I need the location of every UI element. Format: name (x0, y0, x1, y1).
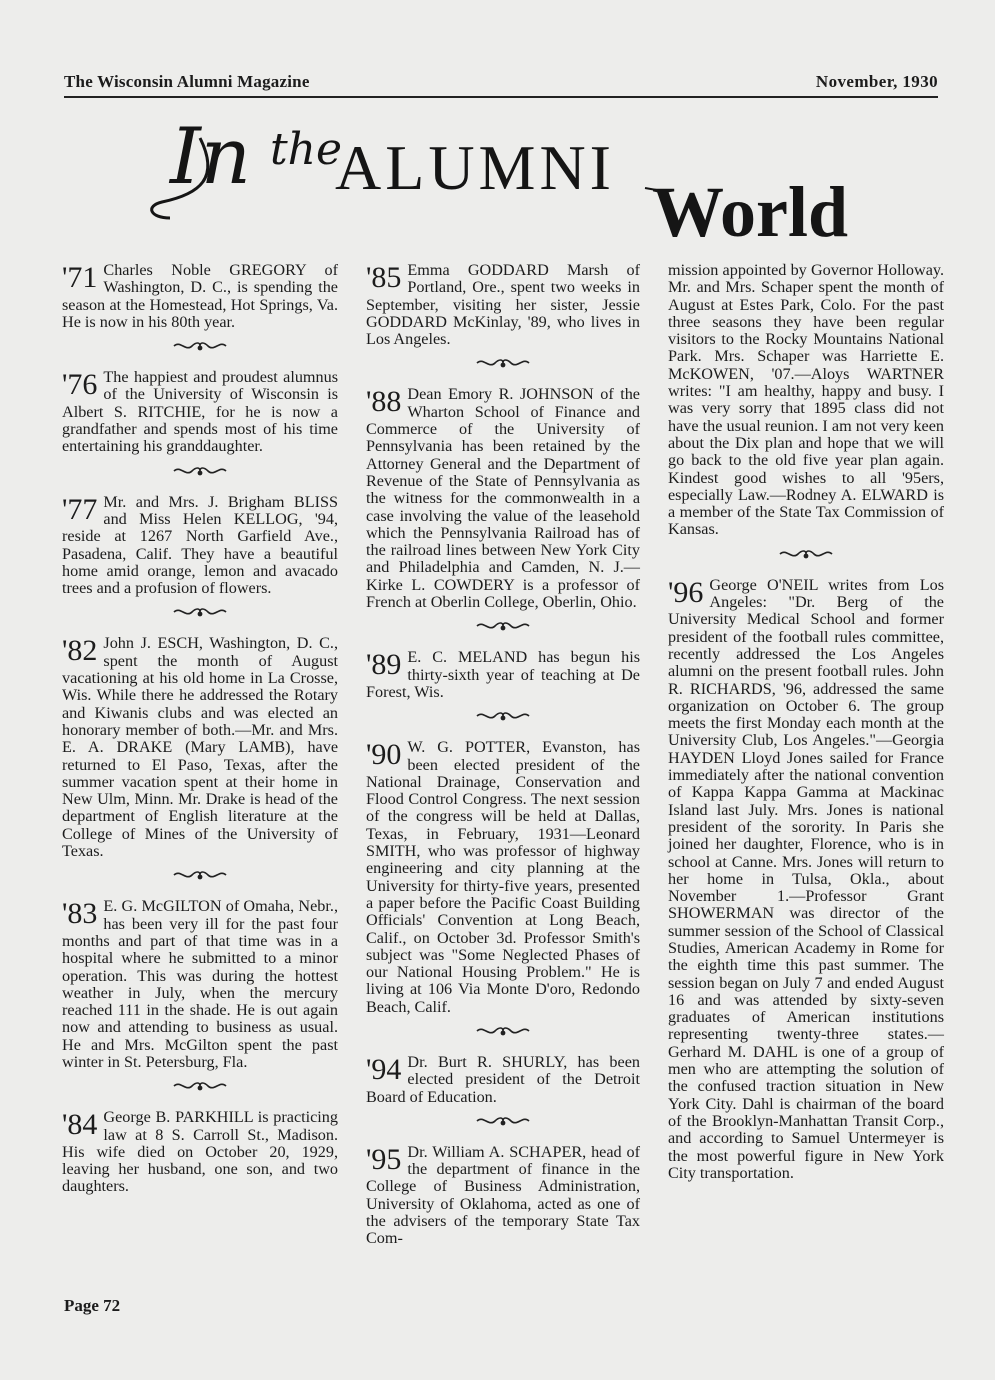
alumni-note (366, 1144, 640, 1248)
ornament-divider-icon (172, 868, 228, 882)
class-year: '96 (668, 575, 704, 609)
class-year: '94 (366, 1052, 402, 1086)
ornament-divider-icon (172, 339, 228, 353)
class-year: '89 (366, 648, 402, 682)
class-year: '85 (366, 261, 402, 294)
class-year: '82 (62, 634, 98, 668)
alumni-note (366, 1054, 640, 1106)
column-1 (62, 262, 338, 1196)
page-number: Page 72 (64, 1296, 121, 1315)
ornament-divider-icon (475, 709, 531, 723)
note-text: E. C. MELAND has begun his thirty-sixth year of teaching at De Forest, Wis. (366, 648, 640, 701)
note-text: The happiest and proudest alumnus of the University of Wisconsin is Albert S. RITCHIE, for he is now a grandfather and spends most of his time entertaining his granddaughter. (62, 368, 338, 456)
masthead-world: World (652, 172, 849, 252)
alumni-note (62, 494, 338, 598)
ornament-divider-icon (475, 1114, 531, 1128)
ornament-divider-icon (778, 547, 834, 561)
column-2 (366, 262, 640, 1248)
class-year: '71 (62, 261, 98, 294)
masthead-alumni: ALUMNI (335, 132, 615, 203)
class-year: '90 (366, 738, 402, 772)
alumni-note (62, 635, 338, 860)
issue-date: November, 1930 (815, 72, 938, 91)
class-year: '77 (62, 492, 98, 526)
alumni-note (366, 262, 640, 348)
ornament-divider-icon (172, 464, 228, 478)
note-text: Emma GODDARD Marsh of Portland, Ore., spent two weeks in September, visiting her sister, Jessie GODDARD McKinlay, '89, who lives in Los Angeles. (366, 261, 640, 349)
note-text: mission appointed by Governor Holloway. Mr. and Mrs. Schaper spent the month of August at Estes Park, Colo. For the past three seasons they have been regular visitors to the Rocky Mountains National Park. Mrs. Schaper was Harriette E. McKOWEN, '07.—Aloys WARTNER writes: "I am healthy, happy and busy. I was very sorry that 1895 class did not have the usual reunion. I am not very keen about the Dix plan and hope that we will go back to the old five year plan again. Kindest good wishes to all '95ers, especially Law.—Rodney A. ELWARD is a member of the State Tax Commission of Kansas. (668, 261, 944, 539)
alumni-note (62, 369, 338, 455)
masthead-the: the (270, 124, 343, 175)
alumni-note (62, 1109, 338, 1195)
ornament-divider-icon (172, 605, 228, 619)
section-masthead (140, 112, 880, 258)
note-text: E. G. McGILTON of Omaha, Nebr., has been very ill for the past four months and part of that time was in a hospital where he submitted to a minor operation. This was during the hottest weather in July, when the mercury reached 111 in the shade. He is out again now and attending to business as usual. He and Mrs. McGilton spent the past winter in St. Petersburg, Fla. (62, 897, 338, 1071)
note-text: Charles Noble GREGORY of Washington, D. C., is spending the season at the Homestead, Hot Springs, Va. He is now in his 80th year. (62, 261, 338, 331)
class-year: '76 (62, 368, 98, 402)
alumni-note (366, 649, 640, 701)
alumni-note (62, 898, 338, 1071)
note-text: George O'NEIL writes from Los Angeles: "Dr. Berg of the University Medical School and former president of the football rules committee, recently addressed the Los Angeles alumni on the present football rules. John R. RICHARDS, '96, addressed the same organization on October 6. The group meets the first Monday each month at the University Club, Los Angeles."—Georgia HAYDEN Lloyd Jones sailed for France immediately after the national convention of Kappa Kappa Gamma at Mackinac Island last July. Mrs. Jones is national president of the sorority. In Paris she joined her daughter, Florence, who is in school at Canne. Mrs. Jones will return to her home in Tulsa, Okla., about November 1.—Professor Grant SHOWERMAN was director of the summer session of the School of Classical Studies, American Academy in Rome for the eighth time this past summer. The session began on July 7 and ended August 16 and was attended by sixty-seven graduates of American institutions representing twenty-three states.—Gerhard M. DAHL is one of a group of men who are attempting the solution of the confused traction situation in New York City. Dahl is chairman of the board of the Brooklyn-Manhattan Transit Corp., and according to Samuel Untermeyer is the most powerful figure in New York City transportation. (668, 575, 944, 1182)
note-text: Mr. and Mrs. J. Brigham BLISS and Miss Helen KELLOG, '94, reside at 1267 North Garfield Ave., Pasadena, Calif. They have a beautiful home amid orange, lemon and avacado trees and a profusion of flowers. (62, 492, 338, 598)
note-text: John J. ESCH, Washington, D. C., spent the month of August vacationing at his old home in La Crosse, Wis. While there he addressed the Rotary and Kiwanis clubs and was elected an honorary member of both.—Mr. and Mrs. E. A. DRAKE (Mary LAMB), have returned to El Paso, Texas, after the summer vacation spent at their home in New Ulm, Minn. Mr. Drake is head of the department of English literature at the College of Mines of the University of Texas. (62, 634, 338, 861)
class-year: '83 (62, 897, 98, 931)
alumni-note (62, 262, 338, 331)
alumni-note (366, 386, 640, 611)
masthead-in: In (170, 112, 252, 202)
alumni-note (668, 577, 944, 1182)
alumni-note-continued (668, 262, 944, 539)
running-head (64, 70, 938, 98)
ornament-divider-icon (172, 1079, 228, 1093)
class-year: '84 (62, 1108, 98, 1142)
note-text: W. G. POTTER, Evanston, has been elected president of the National Drainage, Conservation and Flood Control Congress. The next session of the congress will be held at Dallas, Texas, in February, 1931—Leonard SMITH, who was professor of highway engineering and city planning at the University for thirty-five years, presented a paper before the Pacific Coast Building Officials' Convention at Long Beach, Calif., on October 3d. Professor Smith's subject was "Some Neglected Phases of our National Housing Problem." He is living at 106 Via Monte D'oro, Redondo Beach, Calif. (366, 738, 640, 1016)
note-text: Dr. William A. SCHAPER, head of the department of finance in the College of Business Administration, University of Oklahoma, acted as one of the advisers of the temporary State Tax Com- (366, 1142, 640, 1248)
magazine-title: The Wisconsin Alumni Magazine (64, 72, 310, 91)
class-year: '95 (366, 1142, 402, 1176)
ornament-divider-icon (475, 356, 531, 370)
note-text: Dr. Burt R. SHURLY, has been elected president of the Detroit Board of Education. (366, 1052, 640, 1106)
class-year: '88 (366, 385, 402, 419)
ornament-divider-icon (475, 1024, 531, 1038)
column-3 (668, 262, 944, 1182)
ornament-divider-icon (475, 619, 531, 633)
note-text: Dean Emory R. JOHNSON of the Wharton School of Finance and Commerce of the University of Pennsylvania has been retained by the Attorney General and the Department of Revenue of the State of Pennsylvania as the witness for the commonwealth in a case involving the value of the leasehold which the Pennsylvania Railroad has of the railroad lines between New York City and Philadelphia and Camden, N. J.—Kirke L. COWDERY is a professor of French at Oberlin College, Oberlin, Ohio. (366, 385, 640, 612)
note-text: George B. PARKHILL is practicing law at 8 S. Carroll St., Madison. His wife died on October 20, 1929, leaving her husband, one son, and two daughters. (62, 1108, 338, 1196)
alumni-note (366, 739, 640, 1016)
